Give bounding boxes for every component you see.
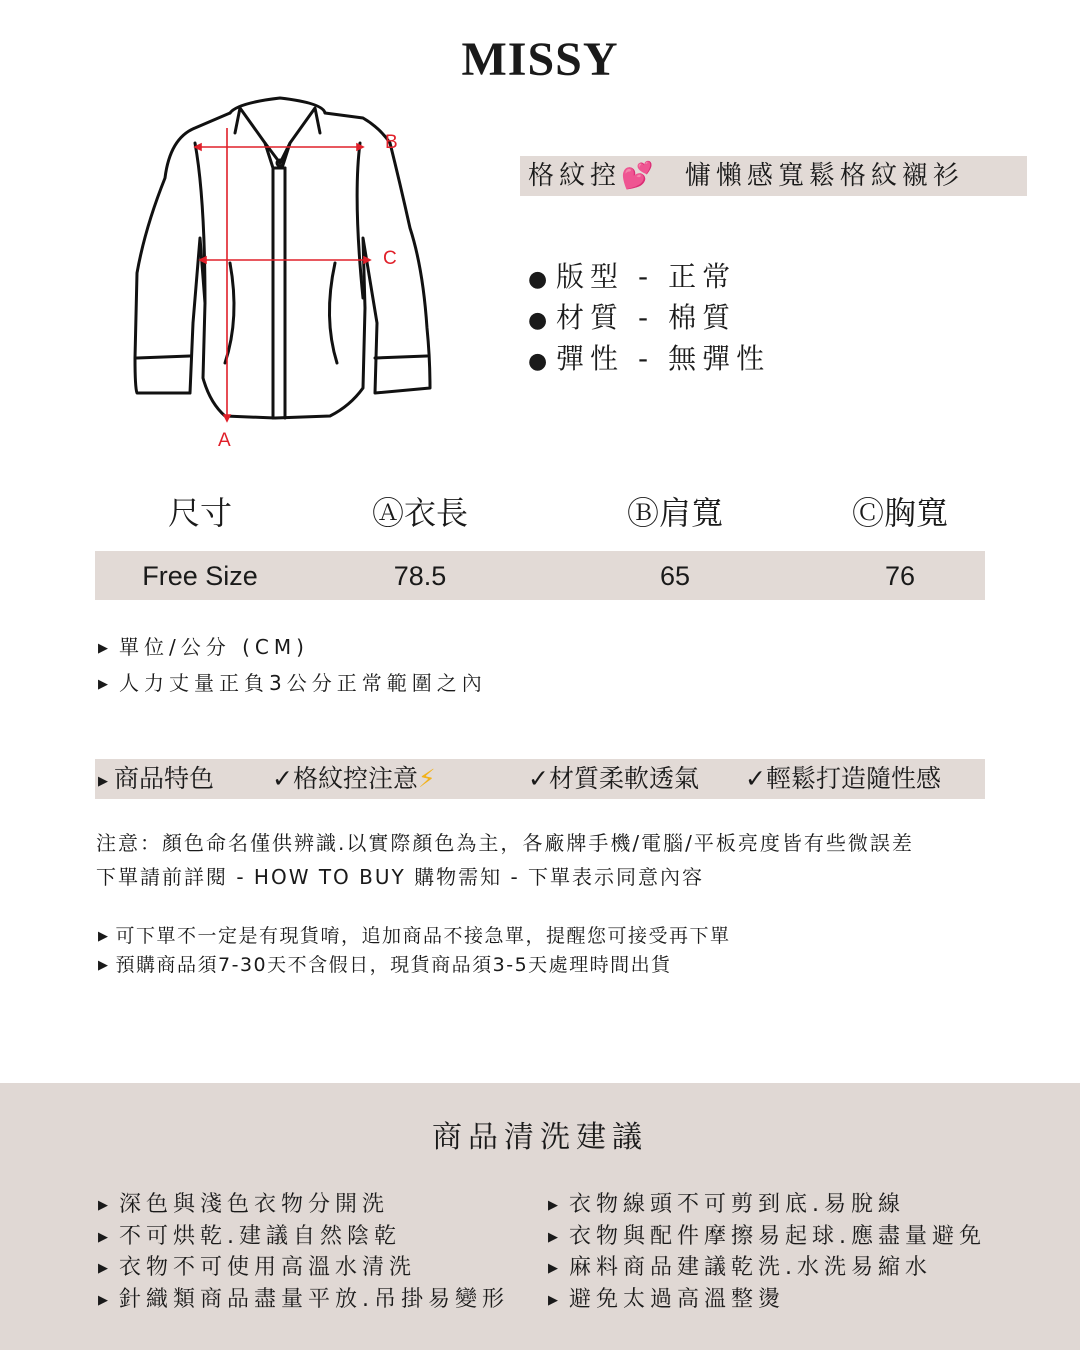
shirt-measurement-diagram xyxy=(125,88,435,458)
header-size: 尺寸 xyxy=(167,494,232,532)
cell-shoulder: 65 xyxy=(659,561,691,591)
triangle-icon: ▶ xyxy=(98,929,110,944)
triangle-icon: ▶ xyxy=(98,1229,113,1245)
cell-size: Free Size xyxy=(142,561,258,591)
header-length: Ⓐ衣長 xyxy=(371,494,468,532)
list-item: ▶ 衣物與配件摩擦易起球.應盡量避免 xyxy=(548,1222,986,1254)
spec-list xyxy=(528,256,770,379)
list-item: ▶ 麻料商品建議乾洗.水洗易縮水 xyxy=(548,1253,986,1285)
triangle-icon: ▶ xyxy=(98,958,110,973)
spec-fit: ●版型 - 正常 xyxy=(528,256,770,297)
list-item: ▶ 預購商品須7-30天不含假日，現貨商品須3-5天處理時間出貨 xyxy=(98,951,731,980)
bullet-icon: ● xyxy=(528,349,554,374)
bullet-icon: ● xyxy=(528,308,554,333)
triangle-icon: ▶ xyxy=(98,1292,113,1308)
triangle-icon: ▶ xyxy=(98,641,113,656)
list-item: ▶ 衣物不可使用高溫水清洗 xyxy=(98,1253,509,1285)
list-item: ▶ 可下單不一定是有現貨唷，追加商品不接急單，提醒您可接受再下單 xyxy=(98,922,731,951)
list-item: ▶ 衣物線頭不可剪到底.易脫線 xyxy=(548,1190,986,1222)
list-item: ▶ 單位/公分 (CM) xyxy=(98,630,487,666)
product-subtitle: 慵懶感寬鬆格紋襯衫 xyxy=(684,161,964,191)
cell-length: 78.5 xyxy=(393,561,447,591)
wash-list-right xyxy=(548,1190,986,1316)
feature-item: ✓材質柔軟透氣 xyxy=(528,764,699,793)
heart-icon: 💕 xyxy=(621,161,659,191)
label-a: A xyxy=(218,430,231,451)
list-item: ▶ 不可烘乾.建議自然陰乾 xyxy=(98,1222,509,1254)
brand-logo: MISSY xyxy=(461,33,619,86)
product-title: 格紋控 xyxy=(528,161,622,191)
triangle-icon: ▶ xyxy=(98,677,113,692)
spec-material: ●材質 - 棉質 xyxy=(528,297,770,338)
feature-item: ✓格紋控注意⚡ xyxy=(272,764,436,793)
header-shoulder: Ⓑ肩寬 xyxy=(626,494,723,532)
order-notes xyxy=(98,922,731,980)
unit-notes xyxy=(98,630,487,702)
list-item: ▶ 人力丈量正負3公分正常範圍之內 xyxy=(98,666,487,702)
wash-title: 商品清洗建議 xyxy=(432,1120,648,1155)
list-item: ▶ 深色與淺色衣物分開洗 xyxy=(98,1190,509,1222)
list-item: ▶ 針織類商品盡量平放.吊掛易變形 xyxy=(98,1285,509,1317)
bullet-icon: ● xyxy=(528,267,554,292)
lightning-icon: ⚡ xyxy=(417,764,436,793)
header-chest: Ⓒ胸寬 xyxy=(851,494,948,532)
label-b: B xyxy=(385,132,398,153)
triangle-icon: ▶ xyxy=(548,1261,563,1276)
wash-list-left xyxy=(98,1190,509,1316)
triangle-icon: ▶ xyxy=(98,1261,113,1276)
feature-item: ✓輕鬆打造隨性感 xyxy=(745,764,941,793)
triangle-icon: ▶ xyxy=(548,1229,563,1245)
list-item: ▶ 避免太過高溫整燙 xyxy=(548,1285,986,1317)
triangle-icon: ▶ xyxy=(548,1198,563,1213)
spec-elasticity: ●彈性 - 無彈性 xyxy=(528,338,770,379)
cell-chest: 76 xyxy=(884,561,916,591)
triangle-icon: ▶ xyxy=(98,774,108,789)
triangle-icon: ▶ xyxy=(98,1198,113,1213)
feature-label: ▶ 商品特色 xyxy=(98,760,214,801)
notice-text: 注意：顏色命名僅供辨識.以實際顏色為主，各廠牌手機/電腦/平板亮度皆有些微誤差 下單請前詳閱 - HOW TO BUY 購物需知 - 下單表示同意內容 xyxy=(96,831,914,889)
product-title-bar xyxy=(520,156,1027,196)
label-c: C xyxy=(383,248,397,269)
triangle-icon: ▶ xyxy=(548,1292,563,1308)
